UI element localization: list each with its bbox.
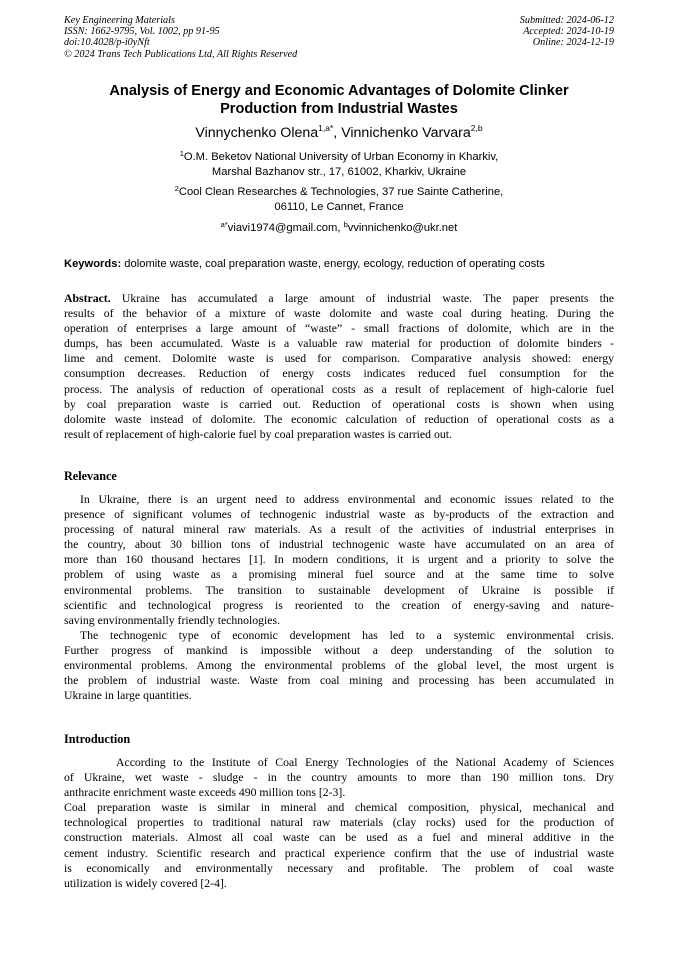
affiliation-mark: 1 [179,149,184,158]
affiliation-text: Marshal Bazhanov str., 17, 61002, Kharkiv, Ukraine [211,166,467,179]
author-affiliation-mark: 1,a* [318,123,334,133]
journal-header [64,15,297,60]
abstract-line: lime and cement. Dolomite waste is used for comparison. Comparative analysis showed: energy [64,352,614,366]
abstract [64,291,614,442]
online-date: Online: 2024-12-19 [532,37,614,49]
email-address[interactable]: vvinnichenko@ukr.net [347,222,458,234]
abstract-line: dumps, has been accumulated. Waste is a valuable raw material for production of dolomite binders - [64,337,614,351]
paragraph-line: scientific and technological progress is reoriented to the creation of energy-saving and nature- [64,598,614,612]
email-mark: b [343,220,348,229]
paragraph-line: saving environmentally friendly technologies. [64,613,281,627]
email-address[interactable]: viavi1974@gmail.com, [227,222,344,234]
section-heading-introduction: Introduction [64,732,131,746]
accepted-date: Accepted: 2024-10-19 [523,26,614,38]
keywords-label: Keywords: [64,258,122,270]
abstract-line: dolomite waste instead of dolomite. The economic calculation of reduction of operational costs as a [64,412,614,426]
paragraph-line: processing of natural mineral raw materials. As a result of the activities of industrial enterprises in [64,523,614,537]
dates-header [520,15,614,49]
author-name: Vinnychenko Olena [195,125,319,141]
paragraph-line: anthracite enrichment waste exceeds 490 million tons [2-3]. [64,786,346,800]
affiliation-mark: 2 [174,184,179,193]
paragraph-line: Coal preparation waste is similar in mineral and chemical composition, physical, mechanical and [64,801,614,815]
author-emails [64,221,614,236]
paragraph-line: utilization is widely covered [2-4]. [64,876,227,890]
abstract-line: operation of enterprises a large amount of “waste” - small fractions of dolomite, which are in the [64,322,614,336]
doi: doi:10.4028/p-i0yNft [64,37,150,49]
author-affiliation-mark: 2,b [470,123,483,133]
issn-info: ISSN: 1662-9795, Vol. 1002, pp 91-95 [64,26,220,38]
paragraph-line: problem of using waste as a promising mineral fuel source and at the same time to solve [64,568,614,582]
affiliation-text: 06110, Le Cannet, France [274,201,404,214]
paragraph-line: presence of significant volumes of technogenic industrial waste as by-products of the extraction and [64,508,614,522]
paragraph-line: Ukraine in large quantities. [64,689,192,703]
submitted-date: Submitted: 2024-06-12 [519,15,614,26]
section-heading-relevance: Relevance [64,469,117,483]
paragraph-line: environmental problems. Among the environmental problems of the global level, the most urgent is [64,659,614,673]
paragraph-line: According to the Institute of Coal Energy Technologies of the National Academy of Sciences [116,756,614,769]
paragraph-line: is economically and environmentally necessary and profitable. The problem of coal waste [64,861,614,875]
introduction-section [64,755,614,891]
abstract-line: by coal preparation waste is carried out. Reduction of operational costs is shown when using [64,397,614,411]
email-mark: a* [220,220,228,229]
abstract-line: result of replacement of high-calorie fuel by coal preparation wastes is carried out. [64,427,452,441]
paragraph-line: Further progress of mankind is impossible without a deep understanding of the solution to [64,643,614,657]
abstract-line: results of the behavior of a mixture of waste dolomite and waste coal during heating. During the [64,307,614,321]
title-line: Production from Industrial Wastes [220,100,458,117]
abstract-label: Abstract. [64,292,111,305]
abstract-line: consumption decreases. Reduction of energy costs indicates reduced fuel consumption for the [64,367,614,381]
abstract-line: process. The analysis of reduction of operational costs as a result of replacement of high-calorie fuel [64,382,614,396]
paragraph-line: environmental problems. The transition to sustainable development of Ukraine is possible if [64,583,614,597]
paragraph-line: In Ukraine, there is an urgent need to address environmental and economic issues related to the [80,493,614,506]
author-list [64,124,614,142]
paragraph-line: The technogenic type of economic development has led to a systemic environmental crisis. [80,628,614,642]
paper-title [64,83,614,118]
paragraph-line: cement industry. Scientific research and practical experience confirm that the use of industrial waste [64,846,614,860]
paragraph-line: construction materials. Almost all coal waste can be used as a fuel and mineral additive in the [64,831,614,845]
paragraph-line: the problem of industrial waste. Waste from coal mining and processing has been accumulated in [64,674,614,688]
paragraph-line: of Ukraine, wet waste - sludge - in the country amounts to more than 190 million tons. Dry [64,771,614,785]
paragraph-line: the country, about 30 billion tons of industrial technogenic waste have accumulated on an area of [64,538,614,552]
affiliation-text: Cool Clean Researches & Technologies, 37 rue Sainte Catherine, [178,186,504,198]
paragraph-line: technological properties to traditional natural raw materials (clay rocks) used for the production of [64,816,614,830]
keywords-text: dolomite waste, coal preparation waste, energy, ecology, reduction of operating costs [121,258,545,270]
affiliation-text: O.M. Beketov National University of Urban Economy in Kharkiv, [183,151,499,163]
abstract-line: Abstract. Ukraine has accumulated a large amount of industrial waste. The paper presents the [64,292,614,305]
copyright: © 2024 Trans Tech Publications Ltd, All Rights Reserved [64,48,298,60]
paragraph-line: more than 160 thousand hectares [1]. In modern conditions, it is urgent and a priority to solve the [64,553,614,567]
keywords [64,257,624,271]
relevance-section [64,492,614,703]
affiliation-1 [64,150,614,180]
author-name: Vinnichenko Varvara [341,125,471,141]
affiliation-2 [64,185,614,215]
title-line: Analysis of Energy and Economic Advantages of Dolomite Clinker [109,83,569,99]
journal-name: Key Engineering Materials [64,15,175,26]
author-separator: , [333,125,342,141]
